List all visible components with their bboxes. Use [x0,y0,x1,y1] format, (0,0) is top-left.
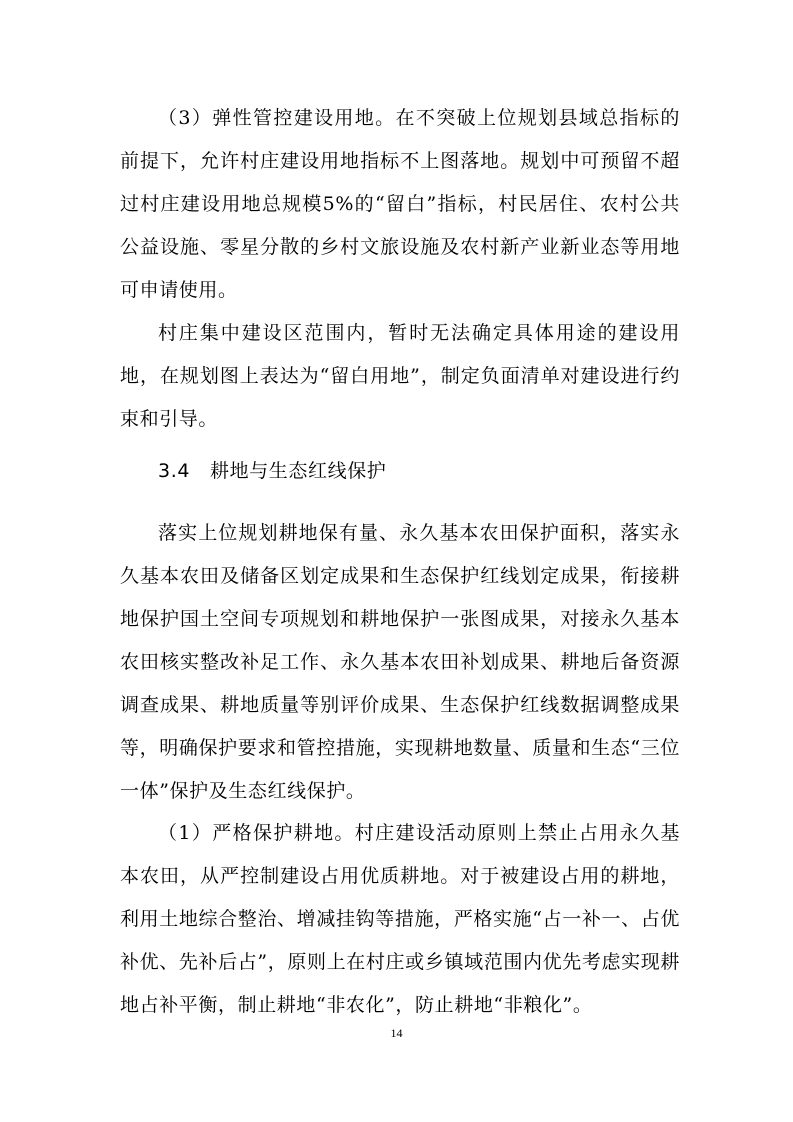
paragraph-reserved-land: 村庄集中建设区范围内，暂时无法确定具体用途的建设用地，在规划图上表达为“留白用地”，制定负面清单对建设进行约束和引导。 [120,322,680,430]
paragraph-flexible-construction-land: （3）弹性管控建设用地。在不突破上位规划县域总指标的前提下，允许村庄建设用地指标不上图落地。规划中可预留不超过村庄建设用地总规模5%的“留白”指标，村民居住、农村公共公益设施、零星分散的乡村文旅设施及农村新产业新业态等用地可申请使用。 [120,107,680,301]
section-title: 耕地与生态红线保护 [210,460,387,482]
paragraph-farmland-overview: 落实上位规划耕地保有量、永久基本农田保护面积，落实永久基本农田及储备区划定成果和生态保护红线划定成果，衔接耕地保护国土空间专项规划和耕地保护一张图成果，对接永久基本农田核实整改补足工作、永久基本农田补划成果、耕地后备资源调查成果、耕地质量等别评价成果、生态保护红线数据调整成果等，明确保护要求和管控措施，实现耕地数量、质量和生态“三位一体”保护及生态红线保护。 [120,522,680,802]
section-number: 3.4 [158,460,191,482]
section-heading [158,450,386,493]
paragraph-strict-farmland-protection: （1）严格保护耕地。村庄建设活动原则上禁止占用永久基本农田，从严控制建设占用优质耕地。对于被建设占用的耕地，利用土地综合整治、增减挂钩等措施，严格实施“占一补一、占优补优、先补后占”，原则上在村庄或乡镇域范围内优先考虑实现耕地占补平衡，制止耕地“非农化”，防止耕地“非粮化”。 [120,822,680,1016]
page-number: 14 [390,1026,403,1040]
